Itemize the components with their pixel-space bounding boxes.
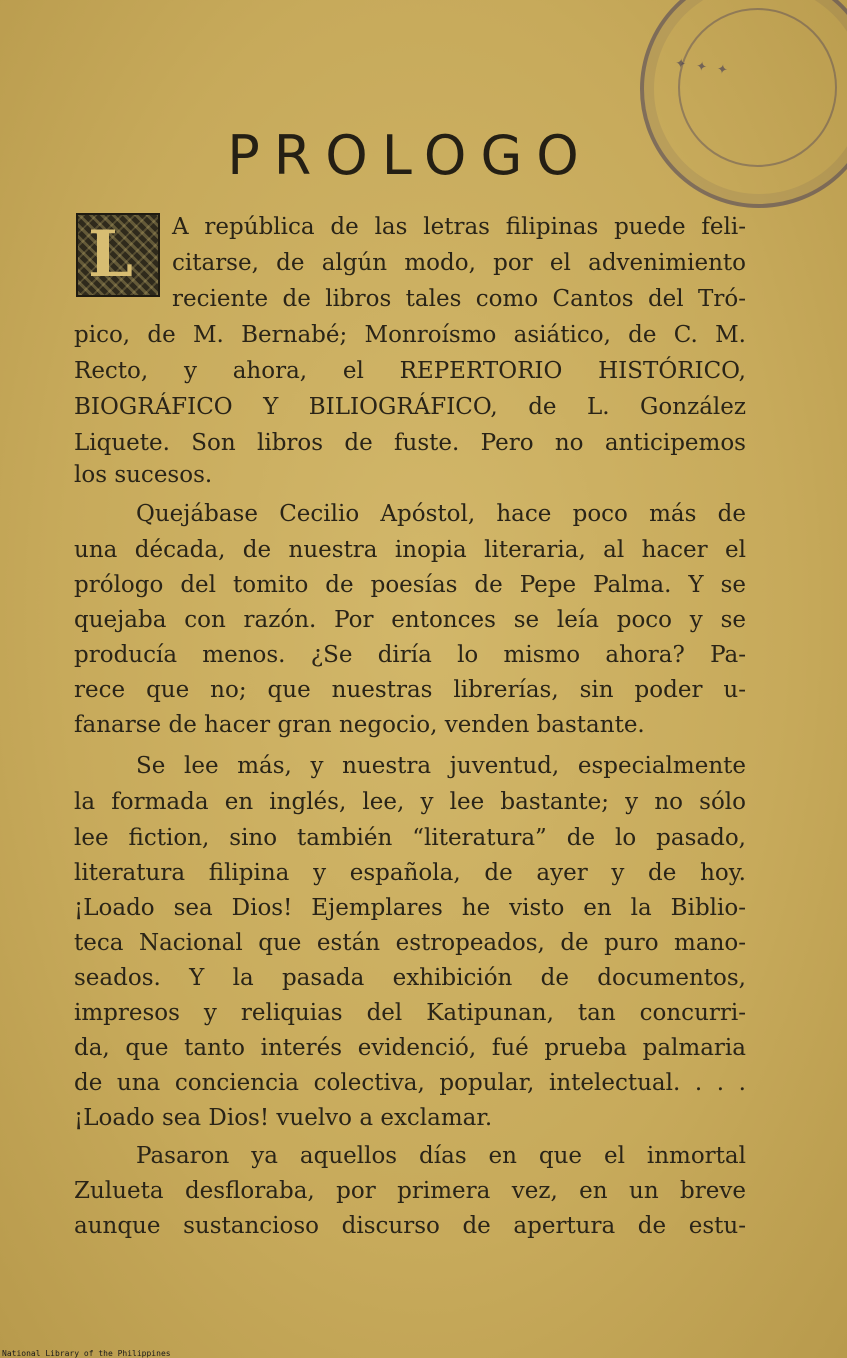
dropcap-ornament bbox=[76, 213, 160, 297]
text-line: Zulueta desfloraba, por primera vez, en un breve bbox=[74, 1178, 746, 1204]
text-line: impresos y reliquias del Katipunan, tan concurri- bbox=[74, 1000, 746, 1026]
text-line: de una conciencia colectiva, popular, intelectual. . . . bbox=[74, 1070, 746, 1096]
text-line: Recto, y ahora, el REPERTORIO HISTÓRICO, bbox=[74, 358, 746, 384]
text-line: lee fiction, sino también “literatura” de lo pasado, bbox=[74, 825, 746, 851]
text-line: una década, de nuestra inopia literaria, al hacer el bbox=[74, 537, 746, 563]
text-line: ¡Loado sea Dios! Ejemplares he visto en la Biblio- bbox=[74, 895, 746, 921]
text-line: Liquete. Son libros de fuste. Pero no anticipemos bbox=[74, 430, 746, 456]
text-line bbox=[74, 749, 746, 783]
text-line: aunque sustancioso discurso de apertura de estu- bbox=[74, 1213, 746, 1239]
dropcap-letter: L bbox=[88, 217, 133, 292]
text-line: citarse, de algún modo, por el advenimiento bbox=[172, 250, 746, 276]
library-stamp-text: ✦ ✦ ✦ bbox=[674, 56, 732, 79]
text-line: pico, de M. Bernabé; Monroísmo asiático, de C. M. bbox=[74, 322, 746, 348]
text-line: rece que no; que nuestras librerías, sin poder u- bbox=[74, 677, 746, 703]
text-line-content: Quejábase Cecilio Apóstol, hace poco más de bbox=[136, 501, 746, 527]
text-line: da, que tanto interés evidenció, fué prueba palmaria bbox=[74, 1035, 746, 1061]
text-line-content: Pasaron ya aquellos días en que el inmortal bbox=[136, 1143, 746, 1169]
text-line: quejaba con razón. Por entonces se leía poco y se bbox=[74, 607, 746, 633]
text-line: producía menos. ¿Se diría lo mismo ahora? Pa- bbox=[74, 642, 746, 668]
page-title: PROLOGO bbox=[227, 124, 593, 187]
text-line: prólogo del tomito de poesías de Pepe Palma. Y se bbox=[74, 572, 746, 598]
text-line: seados. Y la pasada exhibición de documentos, bbox=[74, 965, 746, 991]
text-line: los sucesos. bbox=[74, 462, 213, 488]
text-line: fanarse de hacer gran negocio, venden bastante. bbox=[74, 712, 645, 738]
footer-attribution: National Library of the Philippines bbox=[2, 1349, 171, 1358]
text-line: A república de las letras filipinas puede feli- bbox=[172, 214, 746, 240]
text-line: BIOGRÁFICO Y BILIOGRÁFICO, de L. González bbox=[74, 394, 746, 420]
text-line: la formada en inglés, lee, y lee bastante; y no sólo bbox=[74, 789, 746, 815]
text-line: teca Nacional que están estropeados, de puro mano- bbox=[74, 930, 746, 956]
text-line: literatura filipina y española, de ayer y de hoy. bbox=[74, 860, 746, 886]
text-line: reciente de libros tales como Cantos del Tró- bbox=[172, 286, 746, 312]
text-line-content: Se lee más, y nuestra juventud, especialmente bbox=[136, 753, 746, 779]
text-line bbox=[74, 1139, 746, 1173]
text-line: ¡Loado sea Dios! vuelvo a exclamar. bbox=[74, 1105, 493, 1131]
text-line bbox=[74, 497, 746, 531]
